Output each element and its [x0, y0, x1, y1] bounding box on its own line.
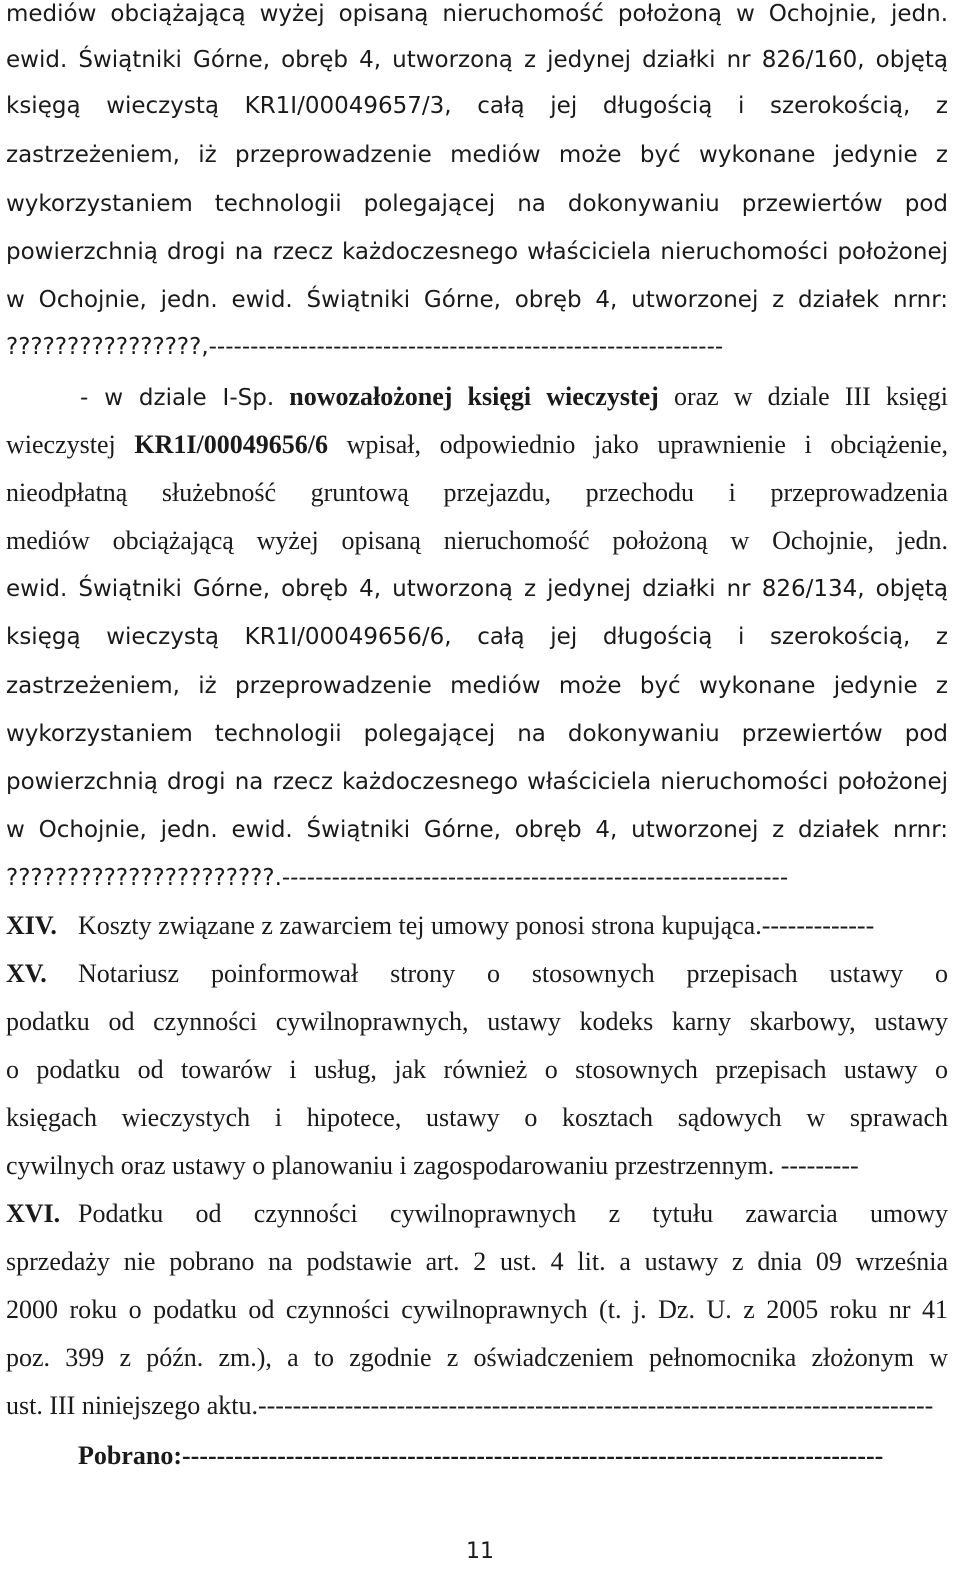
text-line: ??????????????????????.------------------------------------------------------------- [6, 865, 789, 891]
section-number: XVI. [6, 1199, 61, 1228]
text-line: ust. III niniejszego aktu.------------------------------------------------------------------------------ [6, 1391, 934, 1420]
text-line: 2000 roku o podatku od czynności cywilnoprawnych (t. j. Dz. U. z 2005 roku nr 41 [6, 1295, 948, 1324]
section-xvi [6, 1191, 948, 1237]
text-line: ewid. Świątniki Górne, obręb 4, utworzoną z jedynej działki nr 826/160, objętą [6, 47, 948, 73]
text-line: powierzchnią drogi na rzecz każdoczesnego właściciela nieruchomości położonej [6, 769, 948, 795]
text-line: ????????????????,-------------------------------------------------------------- [6, 334, 724, 360]
sp-text: wieczystej [6, 430, 116, 459]
text-line: wykorzystaniem technologii polegającej na dokonywaniu przewiertów pod [6, 191, 948, 217]
sp-bold-text: nowozałożonej księgi wieczystej [289, 382, 659, 411]
text-line: sprzedaży nie pobrano na podstawie art. 2 ust. 4 lit. a ustawy z dnia 09 września [6, 1247, 948, 1276]
text-line: mediów obciążającą wyżej opisaną nieruchomość położoną w Ochojnie, jedn. [6, 1, 948, 27]
section-text: Notariusz poinformował strony o stosownych przepisach ustawy o [78, 959, 948, 988]
section-text: Podatku od czynności cywilnoprawnych z tytułu zawarcia umowy [78, 1199, 948, 1228]
sp-intro: - w dziale I-Sp. [80, 385, 275, 411]
text-line: w Ochojnie, jedn. ewid. Świątniki Górne, obręb 4, utworzonej z działek nrnr: [6, 287, 948, 313]
text-line: nieodpłatną służebność gruntową przejazdu, przechodu i przeprowadzenia [6, 478, 948, 507]
section-number: XIV. [6, 911, 57, 940]
text-line: zastrzeżeniem, iż przeprowadzenie mediów może być wykonane jedynie z [6, 142, 948, 168]
text-line: powierzchnią drogi na rzecz każdoczesnego właściciela nieruchomości położonej [6, 239, 948, 265]
text-line: ewid. Świątniki Górne, obręb 4, utworzoną z jedynej działki nr 826/134, objętą [6, 576, 948, 602]
section-xiv [6, 903, 948, 949]
sp-text: wpisał, odpowiednio jako uprawnienie i obciążenie, [346, 430, 948, 459]
sp-line-2 [6, 422, 948, 468]
text-line: księgą wieczystą KR1I/00049657/3, całą jej długością i szerokością, z [6, 93, 948, 119]
text-line: o podatku od towarów i usług, jak również o stosownych przepisach ustawy o [6, 1055, 948, 1084]
text-line: cywilnych oraz ustawy o planowaniu i zagospodarowaniu przestrzennym. --------- [6, 1151, 859, 1180]
page-number: 11 [466, 1539, 494, 1564]
section-xv [6, 951, 948, 997]
section-number: XV. [6, 959, 47, 988]
sp-mid-text: oraz w dziale III księgi [673, 382, 948, 411]
text-line: księgą wieczystą KR1I/00049656/6, całą jej długością i szerokością, z [6, 624, 948, 650]
text-line: w Ochojnie, jedn. ewid. Świątniki Górne, obręb 4, utworzonej z działek nrnr: [6, 817, 948, 843]
text-line: podatku od czynności cywilnoprawnych, ustawy kodeks karny skarbowy, ustawy [6, 1007, 948, 1036]
text-line: poz. 399 z późn. zm.), a to zgodnie z oświadczeniem pełnomocnika złożonym w [6, 1343, 948, 1372]
section-text: Koszty związane z zawarciem tej umowy ponosi strona kupująca.------------- [78, 911, 875, 940]
text-line: zastrzeżeniem, iż przeprowadzenie mediów może być wykonane jedynie z [6, 673, 948, 699]
sp-line-1 [80, 374, 948, 420]
sp-kw-number: KR1I/00049656/6 [134, 430, 328, 459]
pobrano-line: Pobrano:--------------------------------------------------------------------------------- [78, 1441, 884, 1470]
text-line: wykorzystaniem technologii polegającej na dokonywaniu przewiertów pod [6, 721, 948, 747]
text-line: księgach wieczystych i hipotece, ustawy o kosztach sądowych w sprawach [6, 1103, 948, 1132]
text-line: mediów obciążającą wyżej opisaną nieruchomość położoną w Ochojnie, jedn. [6, 526, 948, 555]
